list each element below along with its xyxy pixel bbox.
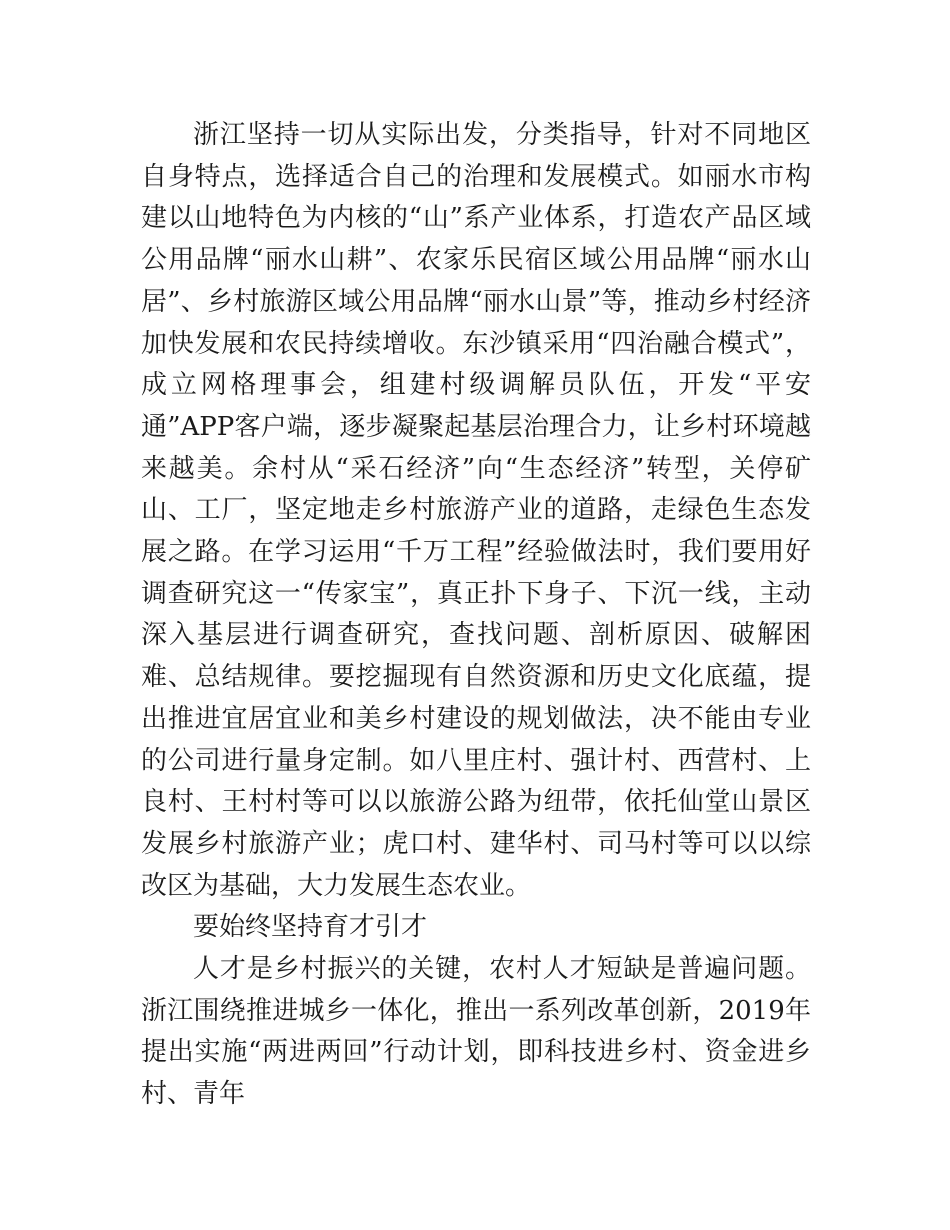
paragraph-zhejiang-practice: 浙江坚持一切从实际出发，分类指导，针对不同地区自身特点，选择适合自己的治理和发展模式。如丽水市构建以山地特色为内核的“山”系产业体系，打造农产品区域公用品牌“丽水山耕”、农家乐民宿区域公用品牌“丽水山居”、乡村旅游区域公用品牌“丽水山景”等，推动乡村经济加快发展和农民持续增收。东沙镇采用“四治融合模式”，成立网格理事会，组建村级调解员队伍，开发“平安通”APP客户端，逐步凝聚起基层治理合力，让乡村环境越来越美。余村从“采石经济”向“生态经济”转型，关停矿山、工厂，坚定地走乡村旅游产业的道路，走绿色生态发展之路。在学习运用“千万工程”经验做法时，我们要用好调查研究这一“传家宝”，真正扑下身子、下沉一线，主动深入基层进行调查研究，查找问题、剖析原因、破解困难、总结规律。要挖掘现有自然资源和历史文化底蕴，提出推进宜居宜业和美乡村建设的规划做法，决不能由专业的公司进行量身定制。如八里庄村、强计村、西营村、上良村、王村村等可以以旅游公路为纽带，依托仙堂山景区发展乡村旅游产业；虎口村、建华村、司马村等可以以综改区为基础，大力发展生态农业。	[141, 120, 811, 901]
section-heading: 要始终坚持育才引才	[193, 912, 428, 943]
paragraph-talent: 人才是乡村振兴的关键，农村人才短缺是普遍问题。浙江围绕推进城乡一体化，推出一系列改革创新，2019年提出实施“两进两回”行动计划，即科技进乡村、资金进乡村、青年	[141, 954, 811, 1110]
document-body	[141, 115, 811, 1116]
